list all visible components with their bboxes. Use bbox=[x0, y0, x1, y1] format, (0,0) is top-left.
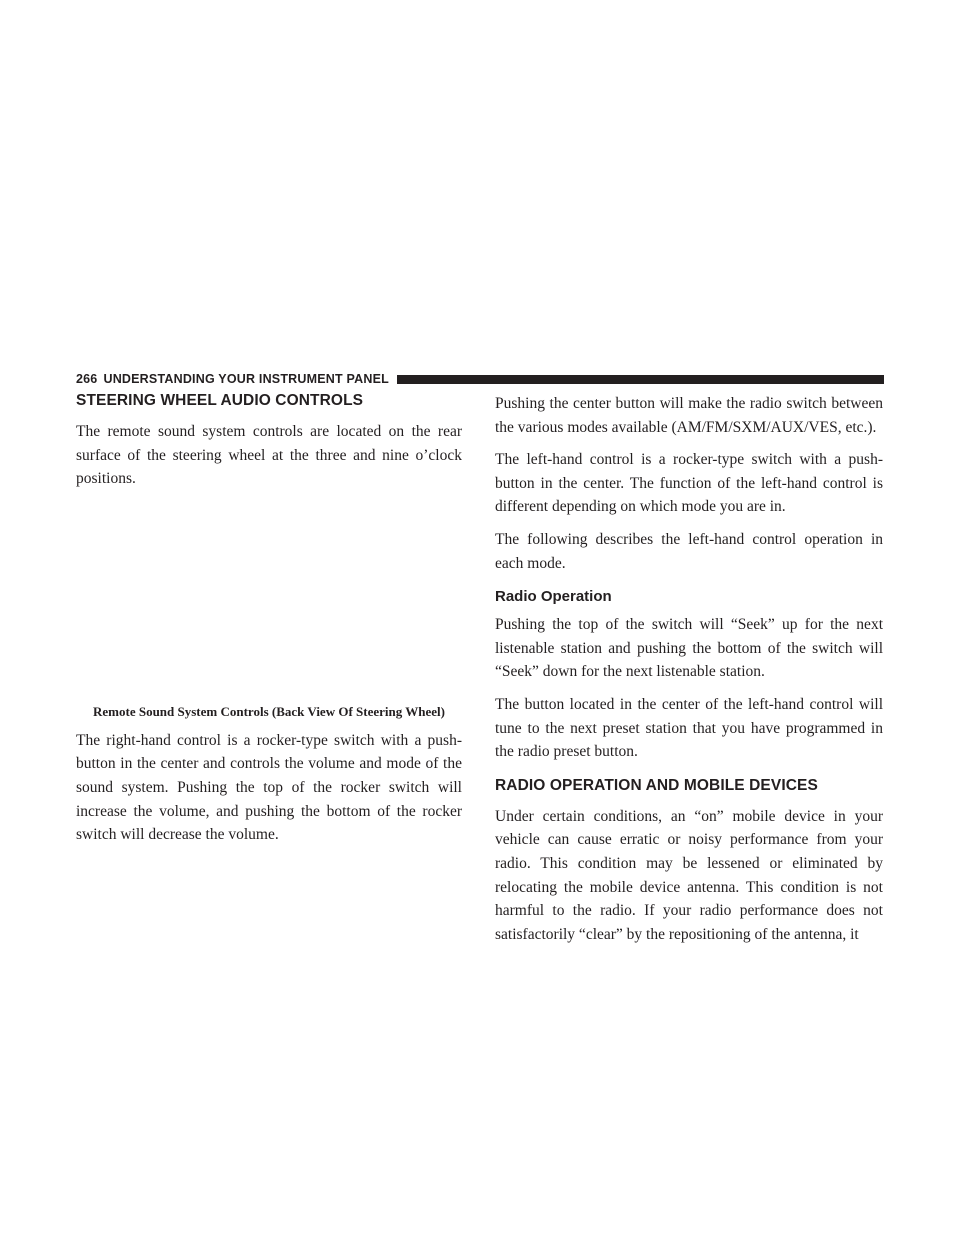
paragraph-remote-controls-location: The remote sound system controls are located on the rear surface of the steering wheel at the three and nine o’clock positions. bbox=[76, 423, 462, 488]
paragraph-mobile-device-interference: Under certain conditions, an “on” mobile device in your vehicle can cause erratic or noisy performance from your radio. This condition may be lessened or eliminated by relocating the mobile device antenna. This condition is not harmful to the radio. If your radio performance does not satisfactorily “clear” by the repositioning of the antenna, it bbox=[495, 807, 883, 943]
figure-caption: Remote Sound System Controls (Back View Of Steering Wheel) bbox=[93, 703, 445, 719]
paragraph-left-hand-control: The left-hand control is a rocker-type switch with a push-button in the center. The function of the left-hand control is different depending on which mode you are in. bbox=[495, 451, 883, 516]
paragraph-right-hand-control: The right-hand control is a rocker-type switch with a push-button in the center and controls the volume and mode of the sound system. Pushing the top of the rocker switch will increase the volume, and pushing the bottom of the rocker switch will decrease the volume. bbox=[76, 731, 462, 844]
section-heading-steering-wheel-audio-controls: STEERING WHEEL AUDIO CONTROLS bbox=[76, 392, 364, 409]
section-heading-radio-mobile-devices: RADIO OPERATION AND MOBILE DEVICES bbox=[495, 776, 818, 794]
page-number: 266 bbox=[76, 372, 98, 386]
running-header bbox=[76, 370, 884, 388]
paragraph-mode-description: The following describes the left-hand control operation in each mode. bbox=[495, 530, 883, 572]
paragraph-preset: The button located in the center of the left-hand control will tune to the next preset station that you have programmed in the radio preset button. bbox=[495, 695, 883, 761]
header-rule bbox=[397, 375, 884, 384]
figure-steering-wheel-back-view bbox=[76, 500, 462, 704]
left-column bbox=[76, 392, 462, 856]
paragraph-center-button: Pushing the center button will make the radio switch between the various modes available (AM/FM/SXM/AUX/VES, etc.). bbox=[495, 395, 883, 436]
section-title: UNDERSTANDING YOUR INSTRUMENT PANEL bbox=[103, 372, 389, 386]
right-column bbox=[495, 392, 883, 955]
subheading-radio-operation: Radio Operation bbox=[495, 588, 612, 606]
paragraph-seek: Pushing the top of the switch will “Seek” up for the next listenable station and pushing the bottom of the switch will “Seek” down for the next listenable station. bbox=[495, 616, 883, 681]
